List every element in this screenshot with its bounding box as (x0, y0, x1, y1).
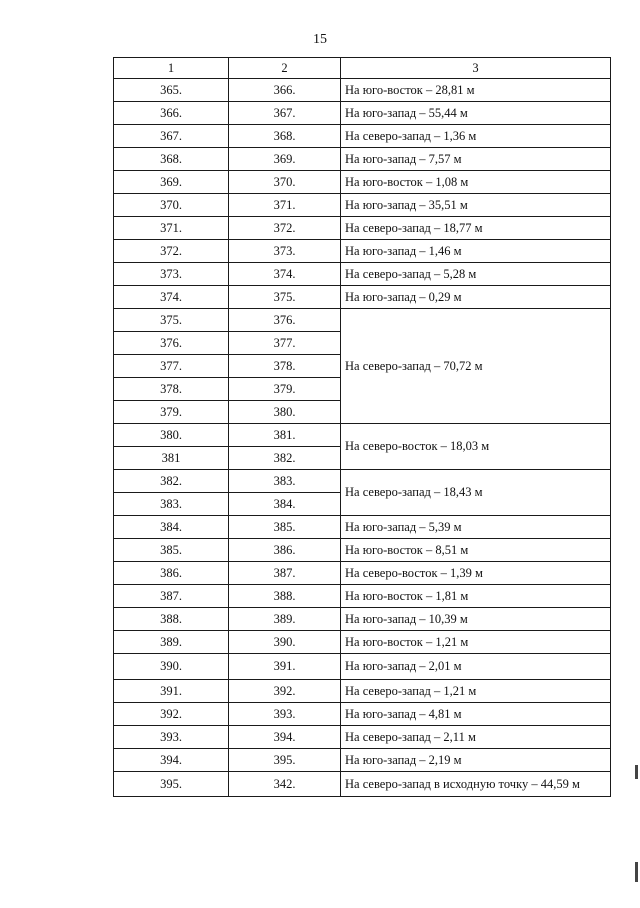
point-to-cell: 379. (229, 378, 341, 401)
table-row (114, 217, 611, 240)
point-to-cell: 390. (229, 631, 341, 654)
scan-edge-mark (635, 862, 638, 882)
point-to-cell: 370. (229, 171, 341, 194)
point-from-cell: 395. (114, 772, 229, 797)
point-to-cell: 394. (229, 726, 341, 749)
table-row (114, 125, 611, 148)
direction-distance-cell: На северо-запад – 5,28 м (341, 263, 611, 286)
point-from-cell: 377. (114, 355, 229, 378)
point-to-cell: 386. (229, 539, 341, 562)
direction-distance-cell: На юго-запад – 5,39 м (341, 516, 611, 539)
point-to-cell: 384. (229, 493, 341, 516)
table-row (114, 102, 611, 125)
point-to-cell: 391. (229, 654, 341, 680)
table-row (114, 608, 611, 631)
point-from-cell: 391. (114, 680, 229, 703)
direction-distance-cell: На юго-восток – 1,21 м (341, 631, 611, 654)
table-row (114, 631, 611, 654)
point-to-cell: 388. (229, 585, 341, 608)
table-row (114, 516, 611, 539)
table-row (114, 703, 611, 726)
page-number: 15 (313, 32, 327, 47)
point-to-cell: 368. (229, 125, 341, 148)
point-from-cell: 389. (114, 631, 229, 654)
direction-distance-cell: На юго-запад – 7,57 м (341, 148, 611, 171)
point-from-cell: 385. (114, 539, 229, 562)
point-to-cell: 373. (229, 240, 341, 263)
direction-distance-cell: На северо-запад – 70,72 м (341, 309, 611, 424)
point-from-cell: 388. (114, 608, 229, 631)
point-from-cell: 366. (114, 102, 229, 125)
point-from-cell: 387. (114, 585, 229, 608)
point-to-cell: 372. (229, 217, 341, 240)
table-row (114, 309, 611, 332)
point-from-cell: 393. (114, 726, 229, 749)
point-from-cell: 384. (114, 516, 229, 539)
table-row (114, 726, 611, 749)
point-from-cell: 368. (114, 148, 229, 171)
point-to-cell: 378. (229, 355, 341, 378)
table-row (114, 585, 611, 608)
direction-distance-cell: На юго-запад – 2,19 м (341, 749, 611, 772)
point-to-cell: 375. (229, 286, 341, 309)
point-from-cell: 370. (114, 194, 229, 217)
point-to-cell: 387. (229, 562, 341, 585)
point-from-cell: 375. (114, 309, 229, 332)
table-row (114, 772, 611, 797)
point-from-cell: 365. (114, 79, 229, 102)
point-from-cell: 392. (114, 703, 229, 726)
table-row (114, 680, 611, 703)
point-to-cell: 367. (229, 102, 341, 125)
point-to-cell: 342. (229, 772, 341, 797)
point-to-cell: 393. (229, 703, 341, 726)
direction-distance-cell: На юго-восток – 8,51 м (341, 539, 611, 562)
point-from-cell: 378. (114, 378, 229, 401)
point-to-cell: 383. (229, 470, 341, 493)
point-from-cell: 382. (114, 470, 229, 493)
direction-distance-cell: На юго-запад – 0,29 м (341, 286, 611, 309)
table-row (114, 263, 611, 286)
table-row (114, 562, 611, 585)
direction-distance-cell: На северо-запад – 18,43 м (341, 470, 611, 516)
direction-distance-cell: На северо-запад в исходную точку – 44,59 м (341, 772, 611, 797)
table-row (114, 240, 611, 263)
point-from-cell: 381 (114, 447, 229, 470)
point-to-cell: 381. (229, 424, 341, 447)
point-from-cell: 390. (114, 654, 229, 680)
point-to-cell: 374. (229, 263, 341, 286)
point-to-cell: 380. (229, 401, 341, 424)
point-to-cell: 389. (229, 608, 341, 631)
point-to-cell: 395. (229, 749, 341, 772)
point-to-cell: 385. (229, 516, 341, 539)
column-header-1: 1 (114, 58, 229, 79)
point-from-cell: 373. (114, 263, 229, 286)
direction-distance-cell: На юго-запад – 55,44 м (341, 102, 611, 125)
point-from-cell: 372. (114, 240, 229, 263)
table-row (114, 424, 611, 447)
direction-distance-cell: На юго-восток – 28,81 м (341, 79, 611, 102)
point-from-cell: 376. (114, 332, 229, 355)
direction-distance-cell: На северо-восток – 18,03 м (341, 424, 611, 470)
scan-edge-mark (635, 765, 638, 779)
table-row (114, 171, 611, 194)
table-row (114, 79, 611, 102)
direction-distance-cell: На северо-запад – 18,77 м (341, 217, 611, 240)
direction-distance-cell: На северо-запад – 2,11 м (341, 726, 611, 749)
boundary-table (113, 57, 611, 797)
table-row (114, 749, 611, 772)
table-row (114, 194, 611, 217)
direction-distance-cell: На юго-восток – 1,81 м (341, 585, 611, 608)
direction-distance-cell: На юго-запад – 10,39 м (341, 608, 611, 631)
point-from-cell: 386. (114, 562, 229, 585)
point-from-cell: 379. (114, 401, 229, 424)
point-to-cell: 371. (229, 194, 341, 217)
point-from-cell: 383. (114, 493, 229, 516)
table-header-row (114, 58, 611, 79)
point-from-cell: 371. (114, 217, 229, 240)
direction-distance-cell: На юго-запад – 4,81 м (341, 703, 611, 726)
point-from-cell: 369. (114, 171, 229, 194)
table-row (114, 148, 611, 171)
direction-distance-cell: На северо-запад – 1,21 м (341, 680, 611, 703)
direction-distance-cell: На юго-запад – 35,51 м (341, 194, 611, 217)
point-to-cell: 377. (229, 332, 341, 355)
column-header-3: 3 (341, 58, 611, 79)
table-row (114, 470, 611, 493)
point-to-cell: 366. (229, 79, 341, 102)
point-from-cell: 374. (114, 286, 229, 309)
point-to-cell: 392. (229, 680, 341, 703)
point-to-cell: 369. (229, 148, 341, 171)
point-to-cell: 376. (229, 309, 341, 332)
table-row (114, 654, 611, 680)
table-row (114, 539, 611, 562)
direction-distance-cell: На северо-восток – 1,39 м (341, 562, 611, 585)
point-from-cell: 394. (114, 749, 229, 772)
table-row (114, 286, 611, 309)
point-to-cell: 382. (229, 447, 341, 470)
point-from-cell: 380. (114, 424, 229, 447)
column-header-2: 2 (229, 58, 341, 79)
direction-distance-cell: На юго-запад – 2,01 м (341, 654, 611, 680)
direction-distance-cell: На северо-запад – 1,36 м (341, 125, 611, 148)
point-from-cell: 367. (114, 125, 229, 148)
direction-distance-cell: На юго-восток – 1,08 м (341, 171, 611, 194)
direction-distance-cell: На юго-запад – 1,46 м (341, 240, 611, 263)
